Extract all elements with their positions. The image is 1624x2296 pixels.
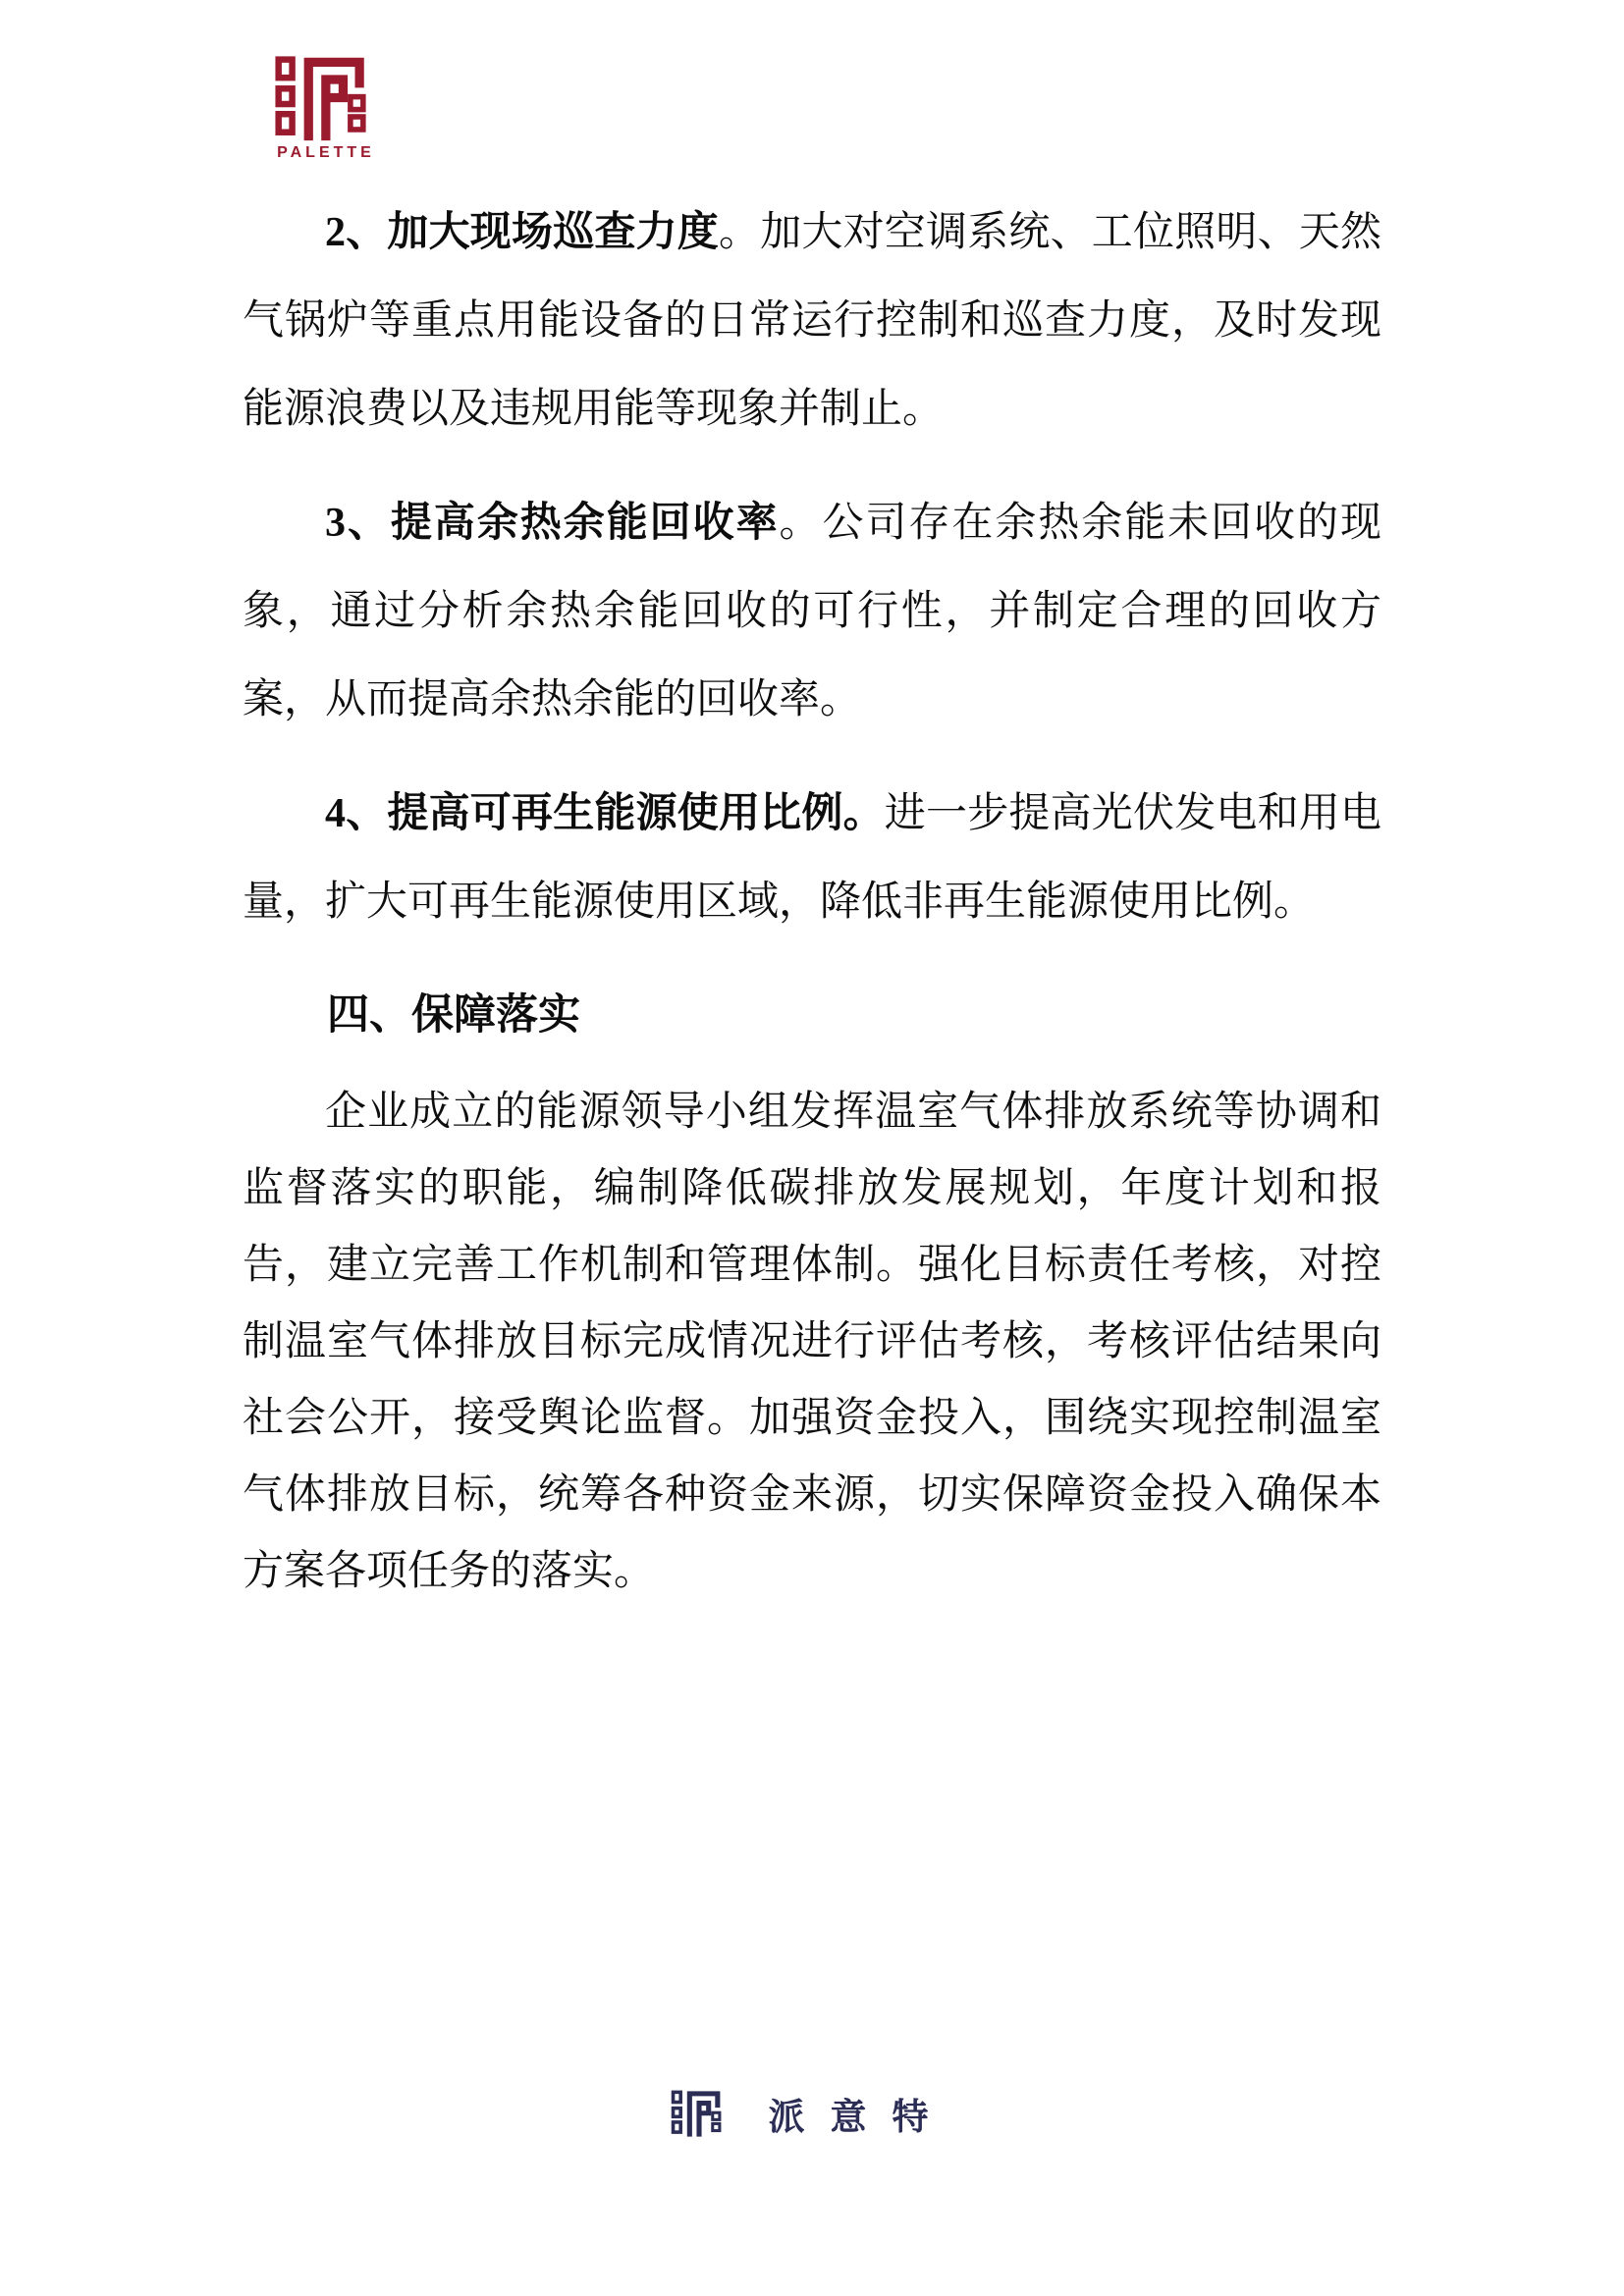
document-content [243,188,1381,1610]
paragraph-item-2 [243,188,1381,454]
paragraph-item-2-lead: 2、加大现场巡查力度 [325,210,719,255]
palette-maze-logo-icon [269,55,379,141]
paragraph-item-2-body: 。加大对空调系统、工位照明、天然气锅炉等重点用能设备的日常运行控制和巡查力度，及时发现能源浪费以及违规用能等现象并制止。 [243,210,1381,432]
paiyite-maze-logo-icon [671,2089,726,2138]
footer-brand [0,2087,1624,2140]
paragraph-item-4-body: 进一步提高光伏发电和用电量，扩大可再生能源使用区域，降低非再生能源使用比例。 [243,791,1381,925]
paragraph-item-4 [243,770,1381,946]
paragraph-item-3 [243,479,1381,744]
paragraph-item-4-lead: 4、提高可再生能源使用比例。 [325,791,885,836]
footer-brand-name: 派意特 [768,2097,954,2137]
header-brand-name: PALETTE [277,144,375,161]
paragraph-item-3-body: 。公司存在余热余能未回收的现象，通过分析余热余能回收的可行性，并制定合理的回收方案，从而提高余热余能的回收率。 [243,501,1381,722]
section-heading: 四、保障落实 [327,992,580,1039]
paragraph-item-3-lead: 3、提高余热余能回收率 [325,501,780,546]
header-brand-logo [267,55,381,162]
closing-paragraph: 企业成立的能源领导小组发挥温室气体排放系统等协调和监督落实的职能，编制降低碳排放发展规划，年度计划和报告，建立完善工作机制和管理体制。强化目标责任考核，对控制温室气体排放目标完成情况进行评估考核，考核评估结果向社会公开，接受舆论监督。加强资金投入，围绕实现控制温室气体排放目标，统筹各种资金来源，切实保障资金投入确保本方案各项任务的落实。 [243,1090,1381,1594]
